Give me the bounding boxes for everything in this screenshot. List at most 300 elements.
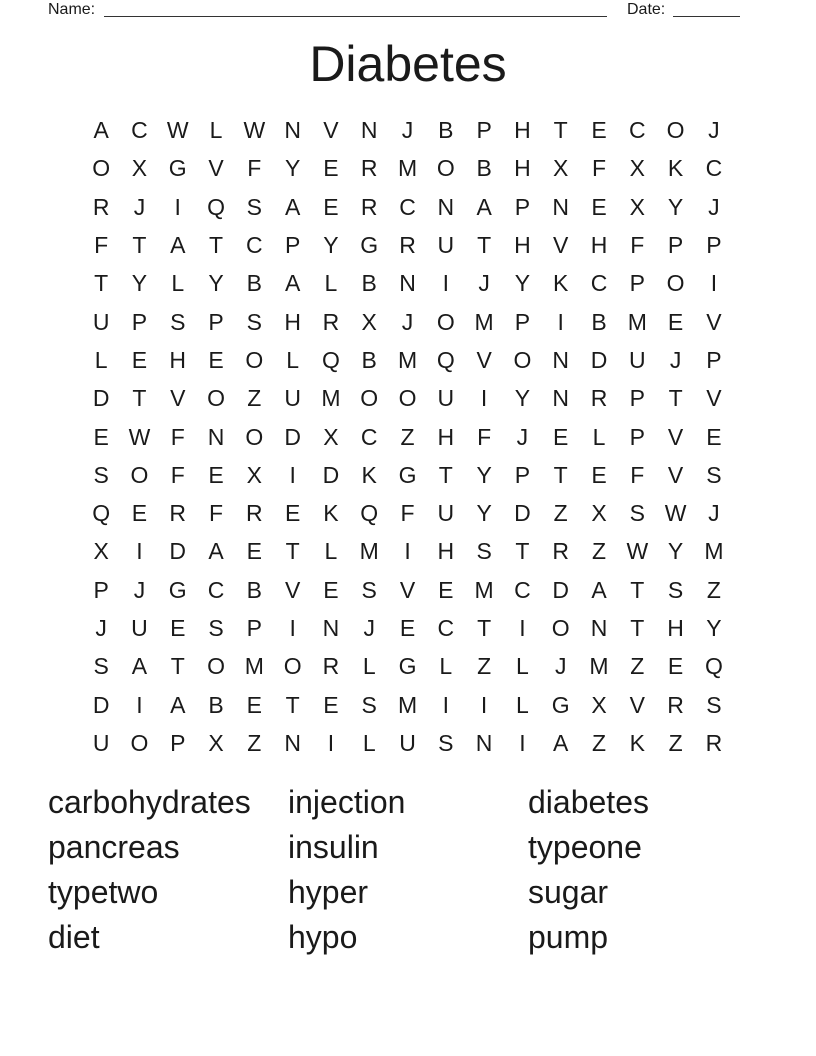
grid-letter: O	[513, 346, 532, 373]
grid-letter: J	[554, 653, 567, 680]
name-blank-line	[104, 16, 607, 17]
grid-letter: Q	[436, 346, 455, 373]
grid-letter: B	[438, 117, 454, 144]
grid-letter: B	[246, 576, 262, 603]
word-list-item: sugar	[528, 874, 609, 910]
grid-letter: O	[666, 270, 685, 297]
grid-letter: W	[128, 423, 151, 450]
grid-letter: Q	[207, 193, 225, 220]
grid-letter: T	[438, 461, 453, 488]
grid-letter: J	[133, 193, 146, 220]
grid-letter: M	[397, 691, 418, 718]
grid-letter: R	[552, 538, 570, 565]
word-list-item: carbohydrates	[48, 784, 251, 820]
grid-letter: P	[170, 729, 186, 756]
word-list-item: pancreas	[48, 829, 180, 865]
grid-letter: P	[629, 385, 645, 412]
grid-letter: O	[398, 385, 417, 412]
grid-row	[82, 111, 734, 149]
grid-letter: R	[322, 653, 340, 680]
grid-letter: X	[591, 500, 607, 527]
grid-letter: U	[131, 615, 148, 641]
grid-letter: T	[132, 232, 147, 259]
grid-letter: P	[131, 308, 148, 335]
grid-letter: Z	[591, 538, 607, 565]
grid-letter: L	[324, 538, 338, 565]
grid-row	[82, 724, 734, 762]
grid-letter: S	[629, 500, 645, 527]
grid-letter: U	[284, 385, 301, 412]
grid-letter: F	[170, 423, 185, 450]
grid-letter: I	[480, 691, 488, 718]
grid-letter: N	[207, 423, 225, 450]
grid-letter: J	[478, 270, 490, 297]
grid-letter: N	[399, 270, 416, 297]
grid-letter: Q	[321, 346, 340, 373]
grid-letter: P	[667, 232, 684, 259]
grid-letter: J	[401, 117, 414, 144]
grid-letter: D	[590, 346, 608, 373]
grid-letter: M	[321, 385, 341, 412]
grid-letter: M	[397, 155, 418, 182]
grid-letter: M	[359, 538, 379, 565]
grid-letter: V	[553, 232, 569, 259]
grid-letter: E	[706, 423, 722, 450]
grid-row	[82, 341, 734, 379]
header-line	[48, 0, 748, 20]
grid-letter: V	[667, 461, 684, 488]
grid-letter: H	[667, 615, 684, 641]
grid-letter: R	[667, 691, 684, 718]
grid-letter: G	[551, 691, 570, 718]
grid-letter: F	[477, 423, 492, 450]
grid-letter: I	[174, 193, 181, 220]
grid-row	[82, 264, 734, 302]
grid-letter: E	[131, 500, 148, 527]
grid-letter: O	[207, 385, 225, 412]
grid-letter: M	[589, 653, 609, 680]
word-list-item: hypo	[288, 919, 358, 955]
grid-letter: R	[246, 500, 263, 527]
grid-letter: K	[667, 155, 684, 182]
grid-letter: S	[706, 691, 722, 718]
grid-letter: S	[208, 615, 224, 641]
grid-letter: G	[398, 653, 417, 680]
grid-letter: W	[166, 117, 189, 144]
grid-letter: K	[361, 461, 377, 488]
grid-letter: A	[476, 193, 492, 220]
grid-letter: H	[590, 232, 608, 259]
grid-letter: V	[706, 385, 722, 412]
grid-letter: H	[514, 155, 531, 182]
grid-letter: E	[323, 576, 339, 603]
grid-letter: N	[590, 615, 608, 641]
grid-letter: J	[708, 117, 720, 144]
grid-letter: V	[399, 576, 416, 603]
grid-letter: G	[168, 576, 187, 603]
grid-letter: J	[401, 308, 414, 335]
grid-letter: T	[477, 615, 492, 641]
grid-letter: Z	[668, 729, 683, 756]
grid-letter: T	[285, 691, 300, 718]
grid-letter: S	[93, 653, 109, 680]
grid-letter: A	[170, 691, 186, 718]
grid-letter: U	[437, 500, 455, 527]
grid-letter: A	[284, 193, 301, 220]
grid-letter: E	[399, 615, 416, 641]
grid-letter: S	[93, 461, 109, 488]
grid-letter: R	[360, 193, 378, 220]
grid-letter: X	[131, 155, 148, 182]
grid-letter: D	[284, 423, 301, 450]
word-list-item: diabetes	[528, 784, 649, 820]
grid-letter: D	[169, 538, 187, 565]
grid-letter: F	[209, 500, 224, 527]
grid-letter: L	[324, 270, 338, 297]
grid-letter: B	[591, 308, 607, 335]
grid-letter: R	[705, 729, 723, 756]
grid-letter: V	[476, 346, 492, 373]
grid-letter: T	[132, 385, 147, 412]
grid-letter: A	[93, 117, 109, 144]
grid-letter: P	[284, 232, 301, 259]
grid-letter: I	[557, 308, 564, 335]
grid-letter: S	[246, 193, 262, 220]
grid-letter: G	[360, 232, 379, 259]
grid-letter: S	[361, 576, 377, 603]
grid-letter: U	[399, 729, 416, 756]
grid-letter: B	[361, 270, 377, 297]
grid-letter: O	[245, 346, 264, 373]
grid-letter: A	[170, 232, 186, 259]
grid-letter: Z	[247, 729, 262, 756]
grid-letter: J	[708, 500, 720, 527]
grid-letter: A	[591, 576, 607, 603]
grid-letter: R	[360, 155, 378, 182]
grid-letter: J	[363, 615, 375, 641]
grid-letter: U	[628, 346, 646, 373]
grid-letter: I	[136, 691, 143, 718]
grid-letter: X	[591, 691, 607, 718]
grid-letter: W	[626, 538, 649, 565]
grid-letter: U	[437, 232, 455, 259]
grid-letter: V	[629, 691, 645, 718]
grid-letter: I	[519, 729, 526, 756]
grid-row	[82, 149, 734, 187]
grid-letter: A	[553, 729, 569, 756]
grid-letter: W	[664, 500, 687, 527]
grid-letter: T	[553, 461, 568, 488]
grid-letter: M	[474, 308, 494, 335]
grid-letter: X	[323, 423, 339, 450]
grid-letter: D	[92, 385, 110, 412]
word-list-item: typetwo	[48, 874, 159, 910]
grid-letter: O	[360, 385, 379, 412]
grid-letter: J	[95, 615, 107, 641]
grid-letter: G	[168, 155, 187, 182]
grid-row	[82, 417, 734, 455]
grid-letter: H	[514, 232, 531, 259]
grid-letter: P	[514, 308, 531, 335]
grid-letter: X	[629, 193, 645, 220]
grid-row	[82, 647, 734, 685]
grid-letter: N	[437, 193, 455, 220]
grid-letter: T	[94, 270, 109, 297]
grid-letter: I	[404, 538, 411, 565]
grid-letter: P	[246, 615, 262, 641]
grid-letter: S	[476, 538, 492, 565]
grid-letter: V	[706, 308, 722, 335]
grid-letter: R	[590, 385, 608, 412]
grid-letter: D	[92, 691, 110, 718]
grid-letter: L	[94, 346, 108, 373]
grid-letter: D	[514, 500, 531, 527]
grid-letter: E	[93, 423, 109, 450]
grid-letter: Y	[514, 385, 531, 412]
grid-letter: R	[322, 308, 340, 335]
grid-letter: T	[209, 232, 224, 259]
grid-letter: E	[284, 500, 301, 527]
grid-letter: O	[551, 615, 570, 641]
grid-letter: I	[480, 385, 488, 412]
grid-letter: O	[207, 653, 225, 680]
grid-letter: O	[436, 308, 455, 335]
grid-letter: E	[438, 576, 454, 603]
grid-letter: R	[399, 232, 416, 259]
grid-letter: L	[286, 346, 300, 373]
grid-letter: O	[666, 117, 685, 144]
grid-letter: T	[170, 653, 185, 680]
grid-letter: P	[629, 423, 645, 450]
grid-letter: X	[208, 729, 224, 756]
grid-letter: Z	[477, 653, 492, 680]
grid-letter: M	[704, 538, 724, 565]
grid-letter: J	[708, 193, 720, 220]
grid-letter: N	[552, 385, 570, 412]
grid-row	[82, 609, 734, 647]
grid-letter: L	[362, 729, 376, 756]
grid-letter: X	[246, 461, 262, 488]
grid-letter: X	[553, 155, 569, 182]
grid-letter: V	[284, 576, 301, 603]
grid-letter: C	[207, 576, 225, 603]
grid-letter: I	[327, 729, 335, 756]
grid-letter: F	[170, 461, 185, 488]
grid-letter: D	[552, 576, 570, 603]
grid-letter: Z	[706, 576, 721, 603]
grid-letter: E	[170, 615, 186, 641]
grid-letter: L	[516, 691, 529, 718]
grid-letter: N	[552, 346, 570, 373]
grid-letter: E	[667, 653, 684, 680]
grid-letter: Q	[92, 500, 111, 527]
grid-letter: F	[94, 232, 109, 259]
grid-letter: E	[208, 461, 224, 488]
grid-letter: U	[92, 729, 110, 756]
grid-letter: C	[437, 615, 455, 641]
grid-letter: B	[361, 346, 377, 373]
grid-letter: Z	[630, 653, 645, 680]
grid-letter: Y	[131, 270, 148, 297]
grid-letter: S	[438, 729, 454, 756]
grid-letter: E	[323, 691, 339, 718]
grid-letter: E	[131, 346, 148, 373]
grid-letter: Y	[667, 538, 684, 565]
grid-letter: K	[553, 270, 569, 297]
grid-letter: M	[397, 346, 418, 373]
grid-letter: E	[246, 538, 262, 565]
grid-letter: V	[667, 423, 684, 450]
grid-row	[82, 226, 734, 264]
grid-letter: I	[710, 270, 718, 297]
grid-letter: R	[169, 500, 187, 527]
grid-row	[82, 456, 734, 494]
grid-letter: C	[360, 423, 378, 450]
grid-letter: F	[400, 500, 415, 527]
word-list-item: hyper	[288, 874, 369, 910]
grid-letter: H	[284, 308, 301, 335]
grid-letter: G	[398, 461, 417, 488]
grid-letter: E	[667, 308, 684, 335]
grid-letter: P	[629, 270, 645, 297]
grid-letter: Y	[208, 270, 224, 297]
grid-letter: H	[437, 423, 455, 450]
grid-letter: X	[361, 308, 377, 335]
grid-letter: R	[92, 193, 110, 220]
grid-letter: O	[283, 653, 302, 680]
grid-letter: Y	[476, 500, 492, 527]
grid-letter: Q	[360, 500, 379, 527]
word-list-item: diet	[48, 919, 100, 955]
grid-letter: A	[284, 270, 301, 297]
word-list-item: typeone	[528, 829, 642, 865]
grid-letter: J	[669, 346, 682, 373]
grid-row	[82, 532, 734, 570]
grid-letter: O	[245, 423, 264, 450]
grid-letter: Y	[706, 615, 722, 641]
grid-letter: V	[323, 117, 339, 144]
grid-letter: I	[442, 691, 450, 718]
grid-letter: O	[130, 729, 149, 756]
grid-letter: P	[514, 193, 531, 220]
grid-letter: U	[92, 308, 110, 335]
grid-letter: T	[285, 538, 300, 565]
grid-letter: C	[590, 270, 608, 297]
grid-letter: M	[627, 308, 647, 335]
grid-letter: F	[630, 232, 645, 259]
grid-letter: Y	[667, 193, 684, 220]
grid-letter: S	[170, 308, 186, 335]
grid-letter: E	[553, 423, 569, 450]
grid-letter: H	[169, 346, 187, 373]
grid-letter: N	[322, 615, 340, 641]
grid-row	[82, 188, 734, 226]
grid-letter: M	[474, 576, 494, 603]
grid-letter: N	[284, 729, 301, 756]
grid-letter: C	[399, 193, 416, 220]
grid-letter: P	[706, 346, 722, 373]
grid-letter: Y	[323, 232, 339, 259]
grid-letter: S	[706, 461, 722, 488]
grid-row	[82, 571, 734, 609]
grid-letter: E	[208, 346, 224, 373]
grid-letter: Y	[476, 461, 492, 488]
page-title: Diabetes	[309, 36, 507, 92]
grid-letter: V	[208, 155, 224, 182]
word-list-item: pump	[528, 919, 609, 955]
grid-letter: T	[477, 232, 492, 259]
grid-letter: Z	[247, 385, 262, 412]
grid-letter: F	[591, 155, 607, 182]
grid-letter: L	[362, 653, 376, 680]
grid-letter: U	[437, 385, 455, 412]
grid-letter: O	[130, 461, 149, 488]
grid-letter: J	[133, 576, 146, 603]
grid-letter: L	[171, 270, 185, 297]
grid-letter: E	[591, 117, 607, 144]
grid-letter: Z	[553, 500, 568, 527]
grid-letter: T	[630, 615, 645, 641]
grid-letter: F	[247, 155, 262, 182]
grid-letter: P	[208, 308, 224, 335]
grid-letter: M	[244, 653, 264, 680]
grid-letter: T	[553, 117, 568, 144]
grid-letter: Q	[704, 653, 723, 680]
grid-letter: S	[246, 308, 262, 335]
grid-letter: Z	[400, 423, 415, 450]
word-list-item: injection	[288, 784, 406, 820]
grid-letter: K	[323, 500, 339, 527]
grid-letter: O	[92, 155, 111, 182]
grid-letter: X	[629, 155, 645, 182]
grid-letter: I	[442, 270, 450, 297]
grid-letter: B	[208, 691, 224, 718]
grid-letter: N	[475, 729, 493, 756]
grid-letter: L	[439, 653, 453, 680]
date-label: Date:	[627, 1, 666, 18]
letter-grid	[82, 111, 734, 762]
grid-letter: X	[93, 538, 109, 565]
grid-letter: L	[592, 423, 606, 450]
grid-letter: C	[514, 576, 531, 603]
grid-row	[82, 302, 734, 340]
grid-letter: I	[289, 615, 296, 641]
grid-letter: C	[131, 117, 148, 144]
grid-letter: I	[136, 538, 143, 565]
grid-row	[82, 494, 734, 532]
grid-letter: E	[323, 193, 339, 220]
grid-letter: N	[284, 117, 301, 144]
grid-letter: J	[516, 423, 529, 450]
grid-letter: E	[591, 193, 607, 220]
grid-letter: L	[209, 117, 223, 144]
grid-letter: P	[93, 576, 109, 603]
grid-letter: C	[246, 232, 263, 259]
grid-letter: H	[437, 538, 455, 565]
grid-letter: H	[514, 117, 531, 144]
grid-letter: Y	[514, 270, 531, 297]
grid-letter: B	[246, 270, 262, 297]
grid-letter: P	[514, 461, 531, 488]
grid-letter: L	[516, 653, 529, 680]
grid-letter: O	[436, 155, 455, 182]
grid-letter: C	[628, 117, 646, 144]
grid-letter: D	[322, 461, 340, 488]
grid-row	[82, 685, 734, 723]
word-list-item: insulin	[288, 829, 379, 865]
grid-letter: P	[476, 117, 492, 144]
grid-letter: Y	[284, 155, 301, 182]
